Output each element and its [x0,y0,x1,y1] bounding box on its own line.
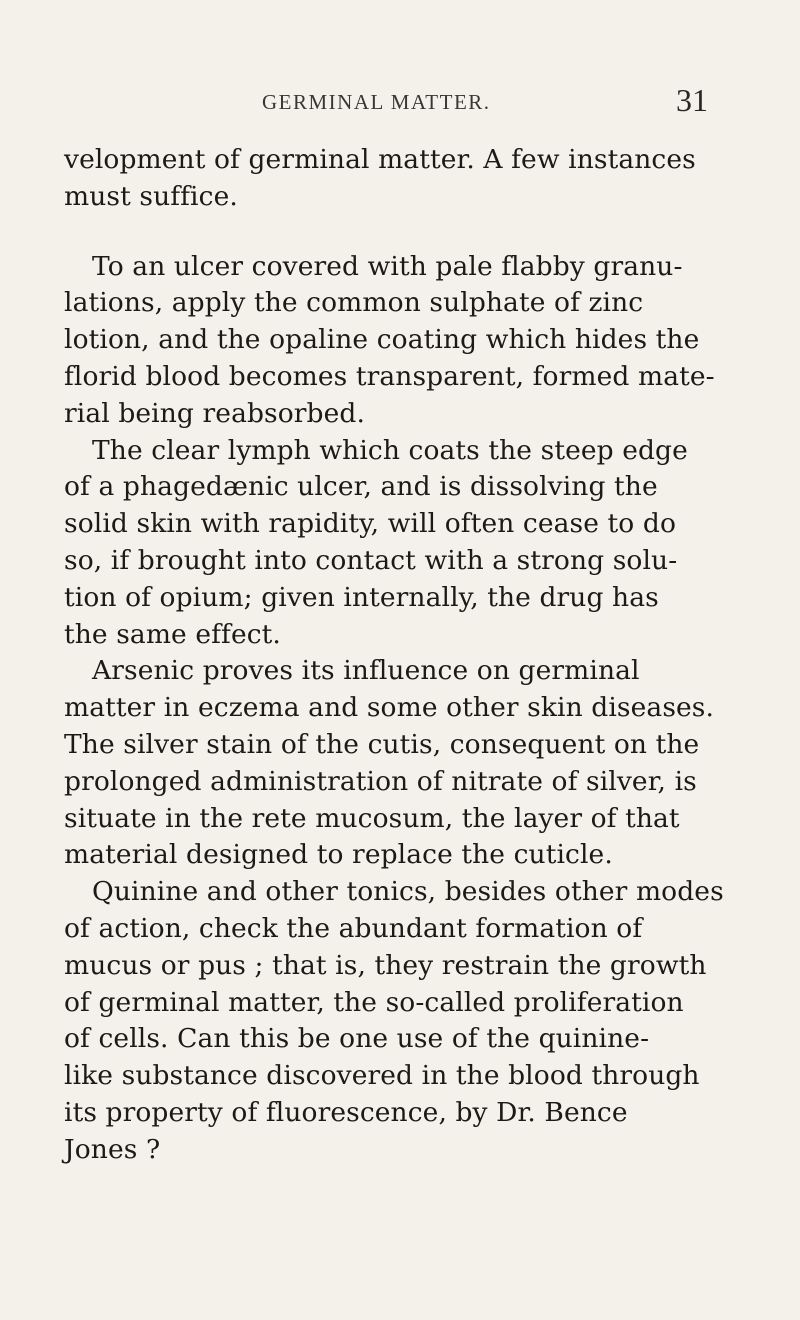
text-line: its property of fluorescence, by Dr. Bence [64,1096,628,1128]
text-line: so, if brought into contact with a strong solu- [64,544,678,576]
text-line: florid blood becomes transparent, formed mate- [64,360,715,392]
text-line: lations, apply the common sulphate of zinc [64,287,644,319]
text-line: of germinal matter, the so-called proliferation [64,986,684,1018]
text-line: like substance discovered in the blood through [64,1060,700,1092]
text-line: the same effect. [64,618,281,650]
text-line: To an ulcer covered with pale flabby granu- [92,250,683,282]
paragraph-gap [64,216,744,249]
text-line: solid skin with rapidity, will often cease to do [64,508,676,540]
text-line: rial being reabsorbed. [64,397,365,429]
text-line: prolonged administration of nitrate of silver, is [64,765,697,797]
text-line: Jones ? [64,1133,161,1165]
text-line: tion of opium; given internally, the drug has [64,581,659,613]
text-line: of action, check the abundant formation of [64,912,643,944]
text-line: The silver stain of the cutis, consequent on the [64,728,700,760]
body-text [64,142,744,1169]
text-line: velopment of germinal matter. A few instances [64,144,696,175]
text-line: matter in eczema and some other skin diseases. [64,692,715,724]
running-header [0,84,800,120]
text-line: Quinine and other tonics, besides other modes [92,876,724,908]
text-line: situate in the rete mucosum, the layer of that [64,802,680,834]
text-line: mucus or pus ; that is, they restrain the growth [64,949,707,981]
text-line: of cells. Can this be one use of the quinine- [64,1023,650,1055]
text-line: lotion, and the opaline coating which hides the [64,324,700,356]
text-line: of a phagedænic ulcer, and is dissolving the [64,471,658,503]
page-number: 31 [676,82,708,118]
text-line: material designed to replace the cuticle. [64,839,613,871]
text-line: Arsenic proves its influence on germinal [92,655,640,687]
running-title: GERMINAL MATTER. [262,90,491,114]
text-line: The clear lymph which coats the steep edge [92,434,688,466]
text-line: must suffice. [64,180,238,212]
